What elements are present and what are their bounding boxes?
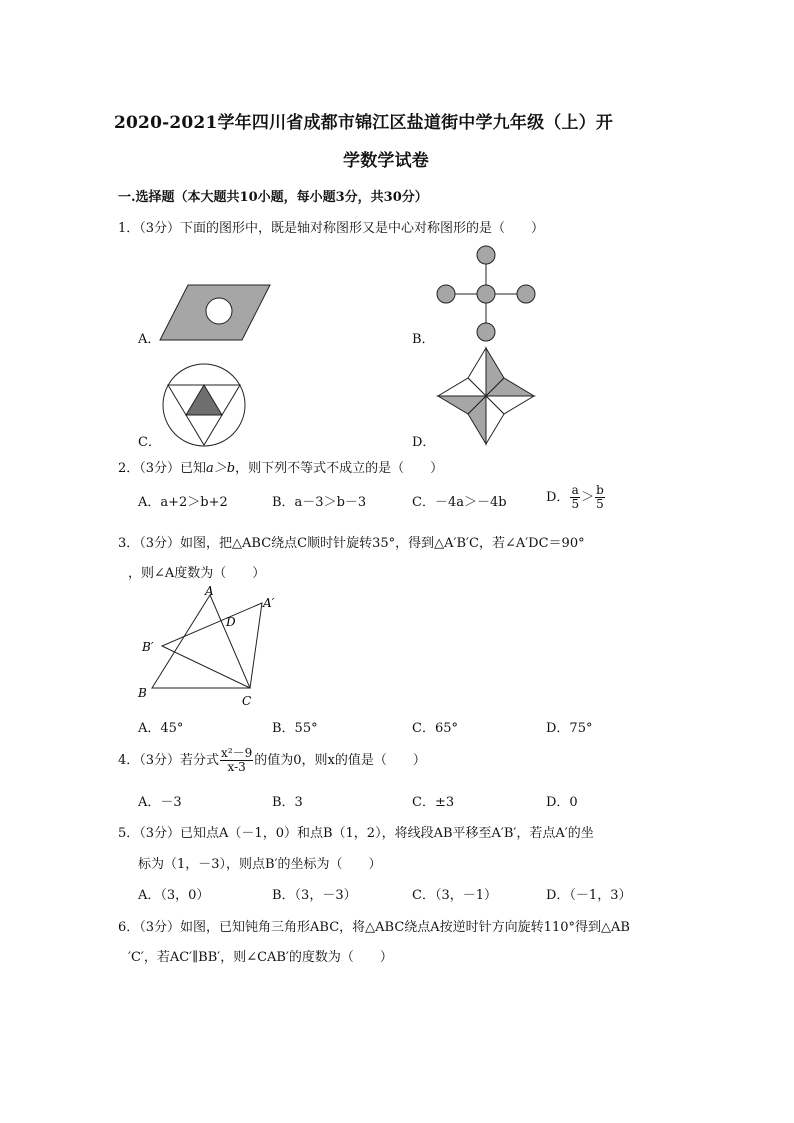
fraction-denominator: 5 — [596, 497, 604, 511]
q1-option-d: D． — [412, 435, 436, 450]
question-4-stem — [118, 747, 426, 774]
q2-stem-condition: a＞b — [206, 461, 236, 476]
q2-option-d — [546, 484, 606, 511]
q5-option-d: D．（－1，3） — [546, 888, 632, 903]
q2-option-a: A．a+2＞b+2 — [138, 495, 228, 510]
q2-option-b: B．a－3＞b－3 — [272, 495, 367, 510]
q3-label-a-prime: A′ — [263, 596, 275, 610]
q4-option-b: B．3 — [272, 795, 303, 810]
q4-stem-prefix: 4．（3分）若分式 — [118, 753, 220, 768]
q2-option-c: C．－4a＞－4b — [412, 495, 507, 510]
question-6-stem-line2: ′C′，若AC′∥BB′，则∠CAB′的度数为（ ） — [128, 950, 393, 965]
fraction-numerator: x²－9 — [221, 746, 253, 760]
q2-stem-suffix: ，则下列不等式不成立的是（ ） — [235, 461, 444, 476]
q2-option-d-label: D． — [546, 490, 570, 505]
q3-triangle-figure — [130, 583, 290, 711]
q3-option-d: D．75° — [546, 721, 593, 736]
q3-option-c: C．65° — [412, 721, 458, 736]
q1-option-a: A． — [138, 332, 161, 347]
question-5-stem-line1: 5．（3分）已知点A（－1，0）和点B（1，2），将线段AB平移至A′B′，若点A′的坐 — [118, 826, 594, 841]
q3-label-a: A — [205, 584, 214, 598]
q1-figure-a — [160, 285, 270, 340]
q3-label-c: C — [242, 694, 252, 708]
q1-figure-b — [436, 246, 536, 344]
q2-fraction-a-over-5 — [570, 484, 580, 511]
question-6-stem-line1: 6．（3分）如图，已知钝角三角形ABC，将△ABC绕点A按逆时针方向旋转110°得到△AB — [118, 920, 630, 935]
q5-option-a: A．（3，0） — [138, 888, 210, 903]
question-5-stem-line2: 标为（1，－3），则点B′的坐标为（ ） — [138, 857, 382, 872]
exam-title-line1: 2020-2021学年四川省成都市锦江区盐道街中学九年级（上）开 — [114, 113, 614, 133]
q4-stem-suffix: 的值为0，则x的值是（ ） — [254, 753, 426, 768]
q2-fraction-b-over-5 — [595, 484, 605, 511]
q3-option-b: B．55° — [272, 721, 318, 736]
q4-option-d: D．0 — [546, 795, 578, 810]
q2-gt-sign: ＞ — [581, 490, 595, 505]
exam-title-line2: 学数学试卷 — [343, 151, 429, 171]
q3-option-a: A．45° — [138, 721, 184, 736]
q2-stem-prefix: 2．（3分）已知 — [118, 461, 207, 476]
q3-label-b: B — [138, 686, 147, 700]
q4-fraction — [220, 747, 253, 774]
q5-option-b: B．（3，－3） — [272, 888, 357, 903]
section-heading: 一.选择题（本大题共10小题，每小题3分，共30分） — [118, 190, 428, 205]
fraction-numerator: b — [596, 483, 604, 497]
q5-option-c: C．（3，－1） — [412, 888, 497, 903]
q4-option-c: C．±3 — [412, 795, 455, 810]
q1-figure-d — [438, 348, 534, 444]
fraction-denominator: 5 — [571, 497, 580, 511]
q1-option-c: C． — [138, 435, 161, 450]
q3-label-b-prime: B′ — [142, 640, 154, 654]
question-1-stem: 1．（3分）下面的图形中，既是轴对称图形又是中心对称图形的是（ ） — [118, 221, 545, 236]
fraction-numerator: a — [571, 483, 579, 497]
q4-option-a: A．－3 — [138, 795, 182, 810]
fraction-denominator: x-3 — [227, 760, 246, 774]
q1-option-b: B． — [412, 332, 435, 347]
question-3-stem-line2: ，则∠A度数为（ ） — [128, 566, 266, 581]
question-3-stem-line1: 3．（3分）如图，把△ABC绕点C顺时针旋转35°，得到△A′B′C，若∠A′DC＝90° — [118, 536, 585, 551]
q1-figure-c — [162, 363, 246, 447]
q3-label-d: D — [226, 615, 236, 629]
question-2-stem — [118, 457, 443, 476]
